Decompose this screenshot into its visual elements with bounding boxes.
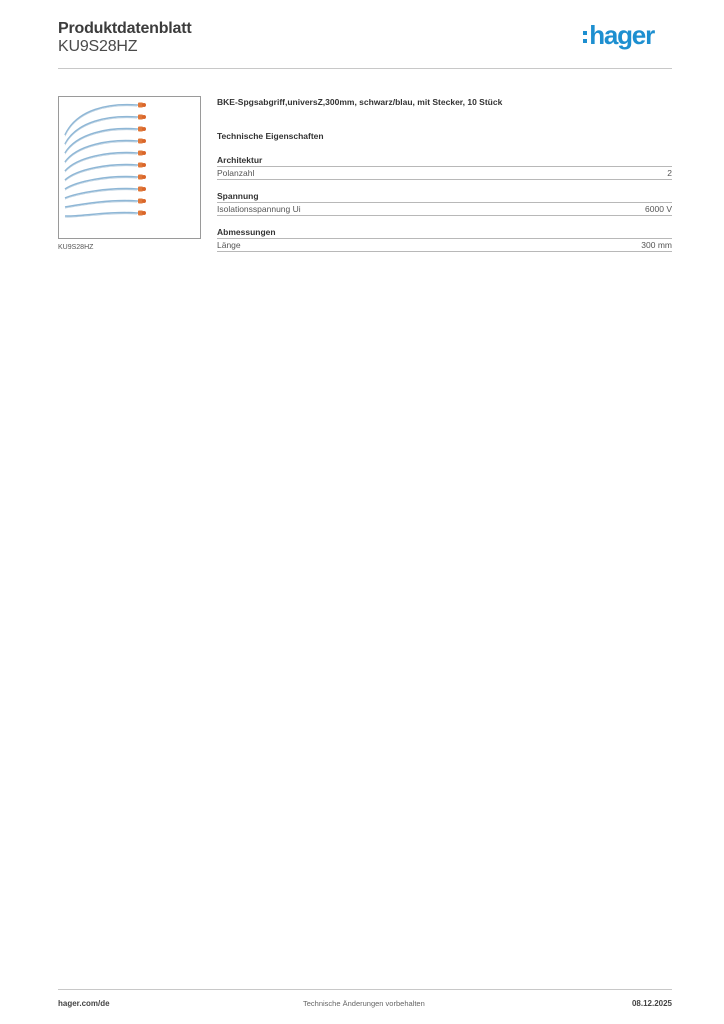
footer-note: Technische Änderungen vorbehalten [303, 999, 425, 1008]
spec-label: Polanzahl [217, 168, 255, 178]
spec-row [217, 167, 672, 180]
image-caption: KU9S28HZ [58, 244, 94, 251]
footer-url[interactable]: hager.com/de [58, 999, 110, 1008]
product-image [58, 96, 201, 239]
document-title: Produktdatenblatt [58, 20, 192, 37]
spec-group-title: Spannung [217, 191, 672, 203]
product-code: KU9S28HZ [58, 38, 138, 55]
spec-group-architektur [217, 155, 672, 180]
logo-text: hager [589, 20, 654, 50]
hager-logo [583, 21, 654, 49]
spec-group-title: Abmessungen [217, 227, 672, 239]
spec-group-spannung [217, 191, 672, 216]
spec-value: 6000 V [645, 204, 672, 214]
spec-row [217, 203, 672, 216]
spec-label: Isolationsspannung Ui [217, 204, 301, 214]
spec-value: 300 mm [641, 240, 672, 250]
product-description: BKE-Spgsabgriff,universZ,300mm, schwarz/blau, mit Stecker, 10 Stück [217, 97, 503, 107]
product-details [217, 97, 672, 252]
spec-group-title: Architektur [217, 155, 672, 167]
logo-colon-icon [583, 31, 587, 43]
specs-section-title: Technische Eigenschaften [217, 131, 324, 141]
footer-date: 08.12.2025 [631, 999, 672, 1008]
page-header [58, 18, 672, 69]
spec-row [217, 239, 672, 252]
cable-bundle-icon [59, 97, 200, 238]
spec-group-abmessungen [217, 227, 672, 252]
page-footer [58, 989, 672, 1013]
spec-value: 2 [667, 168, 672, 178]
spec-label: Länge [217, 240, 241, 250]
